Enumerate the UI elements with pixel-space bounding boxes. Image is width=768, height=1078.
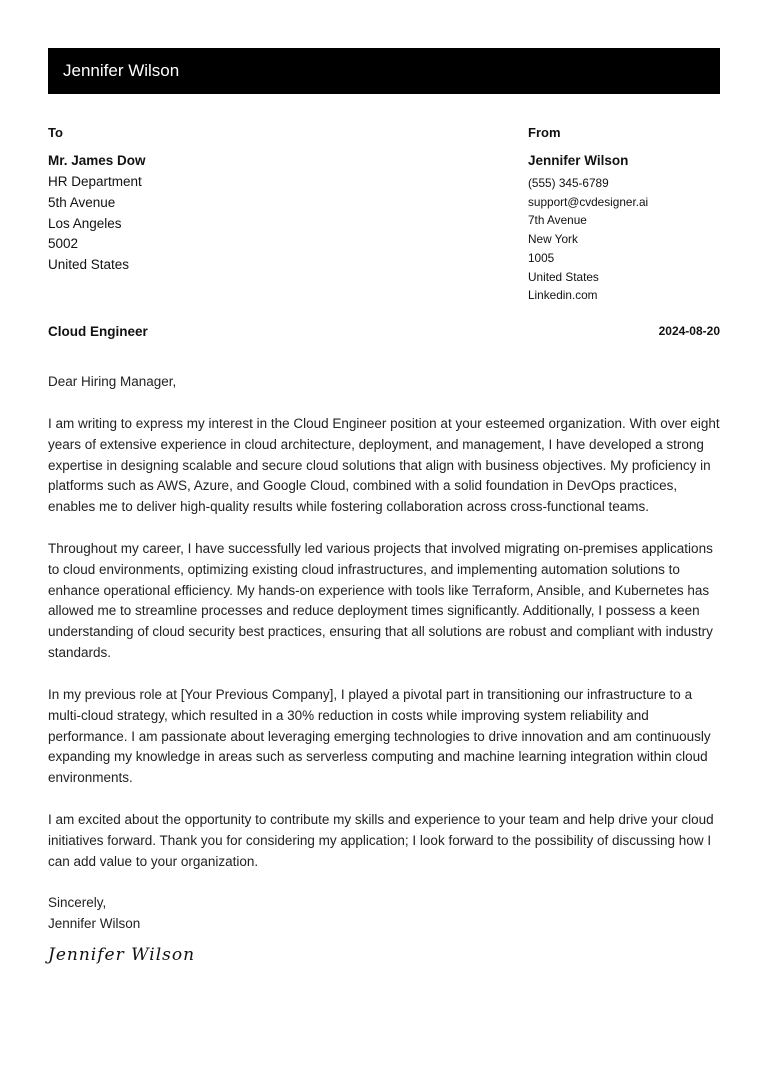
- sender-email: support@cvdesigner.ai: [528, 194, 649, 209]
- recipient-line: HR Department: [48, 174, 142, 189]
- sender-line: 7th Avenue: [528, 213, 587, 228]
- recipient-name: Mr. James Dow: [48, 153, 146, 168]
- header-name: Jennifer Wilson: [63, 61, 180, 80]
- paragraph-3: [48, 685, 724, 789]
- recipient-line: Los Angeles: [48, 215, 122, 231]
- greeting-text: Dear Hiring Manager,: [48, 374, 177, 389]
- header-bar: [48, 48, 720, 94]
- from-label: From: [528, 125, 561, 140]
- recipient-line: 5002: [48, 236, 79, 252]
- greeting: [48, 372, 724, 393]
- paragraph-text: I am writing to express my interest in the Cloud Engineer position at your esteemed organization. With over eight years of extensive experience in cloud architecture, deployment, and management, I have developed a strong expertise in designing scalable and secure cloud solutions that align with business objectives. My proficiency in platforms such as AWS, Azure, and Google Cloud, combined with a solid foundation in DevOps practices, enables me to deliver high-quality results while fostering collaboration across cross-functional teams.: [48, 416, 720, 515]
- paragraph-text: I am excited about the opportunity to contribute my skills and experience to your team and help drive your cloud initiatives forward. Thank you for considering my application; I look forward to the possibility of discussing how I can add value to your organization.: [48, 812, 714, 869]
- sender-line: 1005: [528, 250, 555, 265]
- letter-date: 2024-08-20: [658, 324, 720, 338]
- recipient-address: [48, 151, 146, 276]
- paragraph-text: In my previous role at [Your Previous Company], I played a pivotal part in transitioning our infrastructure to a multi-cloud strategy, which resulted in a 30% reduction in costs while improving system reliability and performance. I am passionate about leveraging emerging technologies to drive innovation and am continuously expanding my knowledge in areas such as serverless computing and machine learning integration within cloud environments.: [48, 687, 711, 786]
- paragraph-1: [48, 414, 724, 518]
- sender-phone: (555) 345-6789: [528, 176, 609, 190]
- sender-line: New York: [528, 232, 578, 247]
- position-title: Cloud Engineer: [48, 324, 148, 339]
- sender-line: United States: [528, 269, 599, 284]
- paragraph-2: [48, 539, 724, 664]
- sender-name: Jennifer Wilson: [528, 153, 629, 168]
- handwritten-signature: Jennifer Wilson: [48, 945, 196, 965]
- sender-linkedin: Linkedin.com: [528, 288, 598, 303]
- sender-address: [528, 151, 648, 305]
- paragraph-text: Throughout my career, I have successfully led various projects that involved migrating on-premises applications to cloud environments, optimizing existing cloud infrastructures, and implementing automation solutions to enhance operational efficiency. My hands-on experience with tools like Terraform, Ansible, and Kubernetes has allowed me to streamline processes and reduce deployment times significantly. Additionally, I possess a keen understanding of cloud security best practices, ensuring that all solutions are robust and compliant with industry standards.: [48, 541, 713, 660]
- recipient-line: United States: [48, 257, 130, 273]
- to-label: To: [48, 125, 63, 140]
- closing: [48, 893, 724, 935]
- closing-name: Jennifer Wilson: [48, 915, 141, 931]
- closing-text: Sincerely,: [48, 895, 107, 910]
- paragraph-4: [48, 810, 724, 872]
- recipient-line: 5th Avenue: [48, 194, 116, 210]
